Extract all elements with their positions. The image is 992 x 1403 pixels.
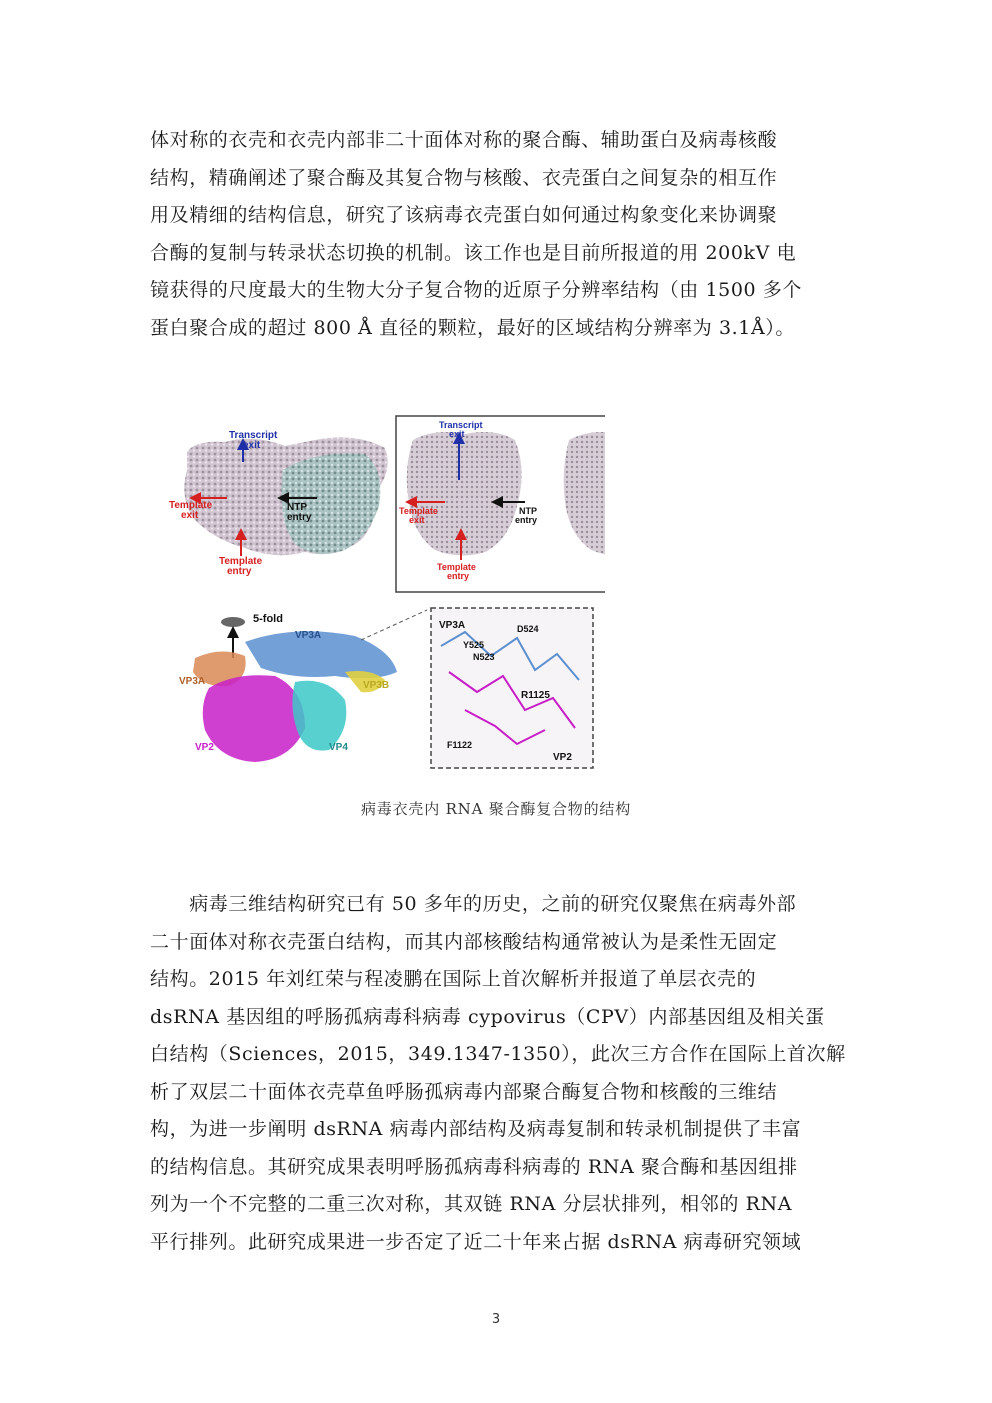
label-ntp-entry-2: entry: [515, 515, 538, 525]
text-line: 平行排列。此研究成果进一步否定了近二十年来占据 dsRNA 病毒研究领域: [150, 1230, 802, 1253]
density-map-panel: [169, 430, 388, 577]
label-template-exit: Template: [399, 506, 438, 516]
label-vp3a: VP3A: [295, 630, 322, 641]
text-line: 白结构（Sciences，2015，349.1347-1350），此次三方合作在国际上首次解: [150, 1043, 846, 1065]
density-map-left: [399, 420, 537, 581]
label-d524: D524: [517, 624, 539, 634]
label-vp2: VP2: [195, 742, 214, 753]
label-template-exit-2: exit: [181, 510, 199, 521]
label-transcript-exit-2: exit: [243, 440, 261, 451]
label-n523: N523: [473, 652, 495, 662]
label-vp4: VP4: [329, 742, 348, 753]
text-line: 蛋白聚合成的超过 800 Å 直径的颗粒，最好的区域结构分辨率为 3.1Å）。: [150, 316, 795, 339]
label-vp3a-orange: VP3A: [179, 676, 206, 687]
label-template-entry-2: entry: [227, 566, 252, 577]
label-template-exit-2: exit: [409, 515, 425, 525]
label-ntp-entry: NTP: [519, 506, 537, 516]
text-line: 列为一个不完整的二重三次对称，其双链 RNA 分层状排列，相邻的 RNA: [150, 1193, 793, 1215]
label-transcript-exit-2: exit: [449, 429, 465, 439]
label-template-entry-2: entry: [447, 571, 470, 581]
label-template-entry: Template: [437, 562, 476, 572]
ribbon-model-panel: [179, 610, 427, 762]
text-line: 析了双层二十面体衣壳草鱼呼肠孤病毒内部聚合酶复合物和核酸的三维结: [150, 1080, 778, 1103]
text-line: 用及精细的结构信息，研究了该病毒衣壳蛋白如何通过构象变化来协调聚: [150, 204, 778, 226]
text-line: 镜获得的尺度最大的生物大分子复合物的近原子分辨率结构（由 1500 多个: [150, 279, 803, 301]
text-line: 二十面体对称衣壳蛋白结构，而其内部核酸结构通常被认为是柔性无固定: [150, 930, 778, 953]
figure-caption: 病毒衣壳内 RNA 聚合酶复合物的结构: [361, 800, 631, 818]
polymerase-structure-figure: [165, 410, 605, 775]
label-f1122: F1122: [447, 740, 473, 750]
text-line: 结构，精确阐述了聚合酶及其复合物与核酸、衣壳蛋白之间复杂的相互作: [150, 166, 778, 189]
zoom-detail-panel: [431, 608, 593, 768]
label-y525: Y525: [463, 640, 485, 650]
label-template-entry: Template: [219, 556, 263, 567]
label-transcript-exit: Transcript: [439, 420, 483, 430]
label-five-fold: 5-fold: [253, 613, 283, 625]
density-map-right: [564, 432, 605, 556]
label-template-exit: Template: [169, 500, 213, 511]
text-line: 的结构信息。其研究成果表明呼肠孤病毒科病毒的 RNA 聚合酶和基因组排: [150, 1155, 798, 1178]
label-vp2-zoom: VP2: [553, 752, 572, 763]
label-ntp-entry: NTP: [287, 502, 307, 513]
text-line: 体对称的衣壳和衣壳内部非二十面体对称的聚合酶、辅助蛋白及病毒核酸: [150, 129, 778, 151]
page-number: 3: [491, 1312, 501, 1327]
paragraph-bottom: [150, 886, 846, 1261]
text-line: 结构。2015 年刘红荣与程凌鹏在国际上首次解析并报道了单层衣壳的: [150, 968, 757, 990]
label-transcript-exit: Transcript: [229, 430, 278, 441]
text-line: dsRNA 基因组的呼肠孤病毒科病毒 cypovirus（CPV）内部基因组及相关蛋: [150, 1005, 825, 1028]
text-line: 合酶的复制与转录状态切换的机制。该工作也是目前所报道的用 200kV 电: [150, 241, 797, 264]
label-ntp-entry-2: entry: [287, 512, 312, 523]
text-line: 构，为进一步阐明 dsRNA 病毒内部结构及病毒复制和转录机制提供了丰富: [150, 1118, 802, 1140]
label-r1125: R1125: [521, 690, 550, 701]
text-line: 病毒三维结构研究已有 50 多年的历史，之前的研究仅聚焦在病毒外部: [150, 893, 797, 915]
label-vp3b: VP3B: [363, 680, 390, 691]
label-vp3a-zoom: VP3A: [439, 620, 466, 631]
paragraph-top: [150, 122, 842, 347]
